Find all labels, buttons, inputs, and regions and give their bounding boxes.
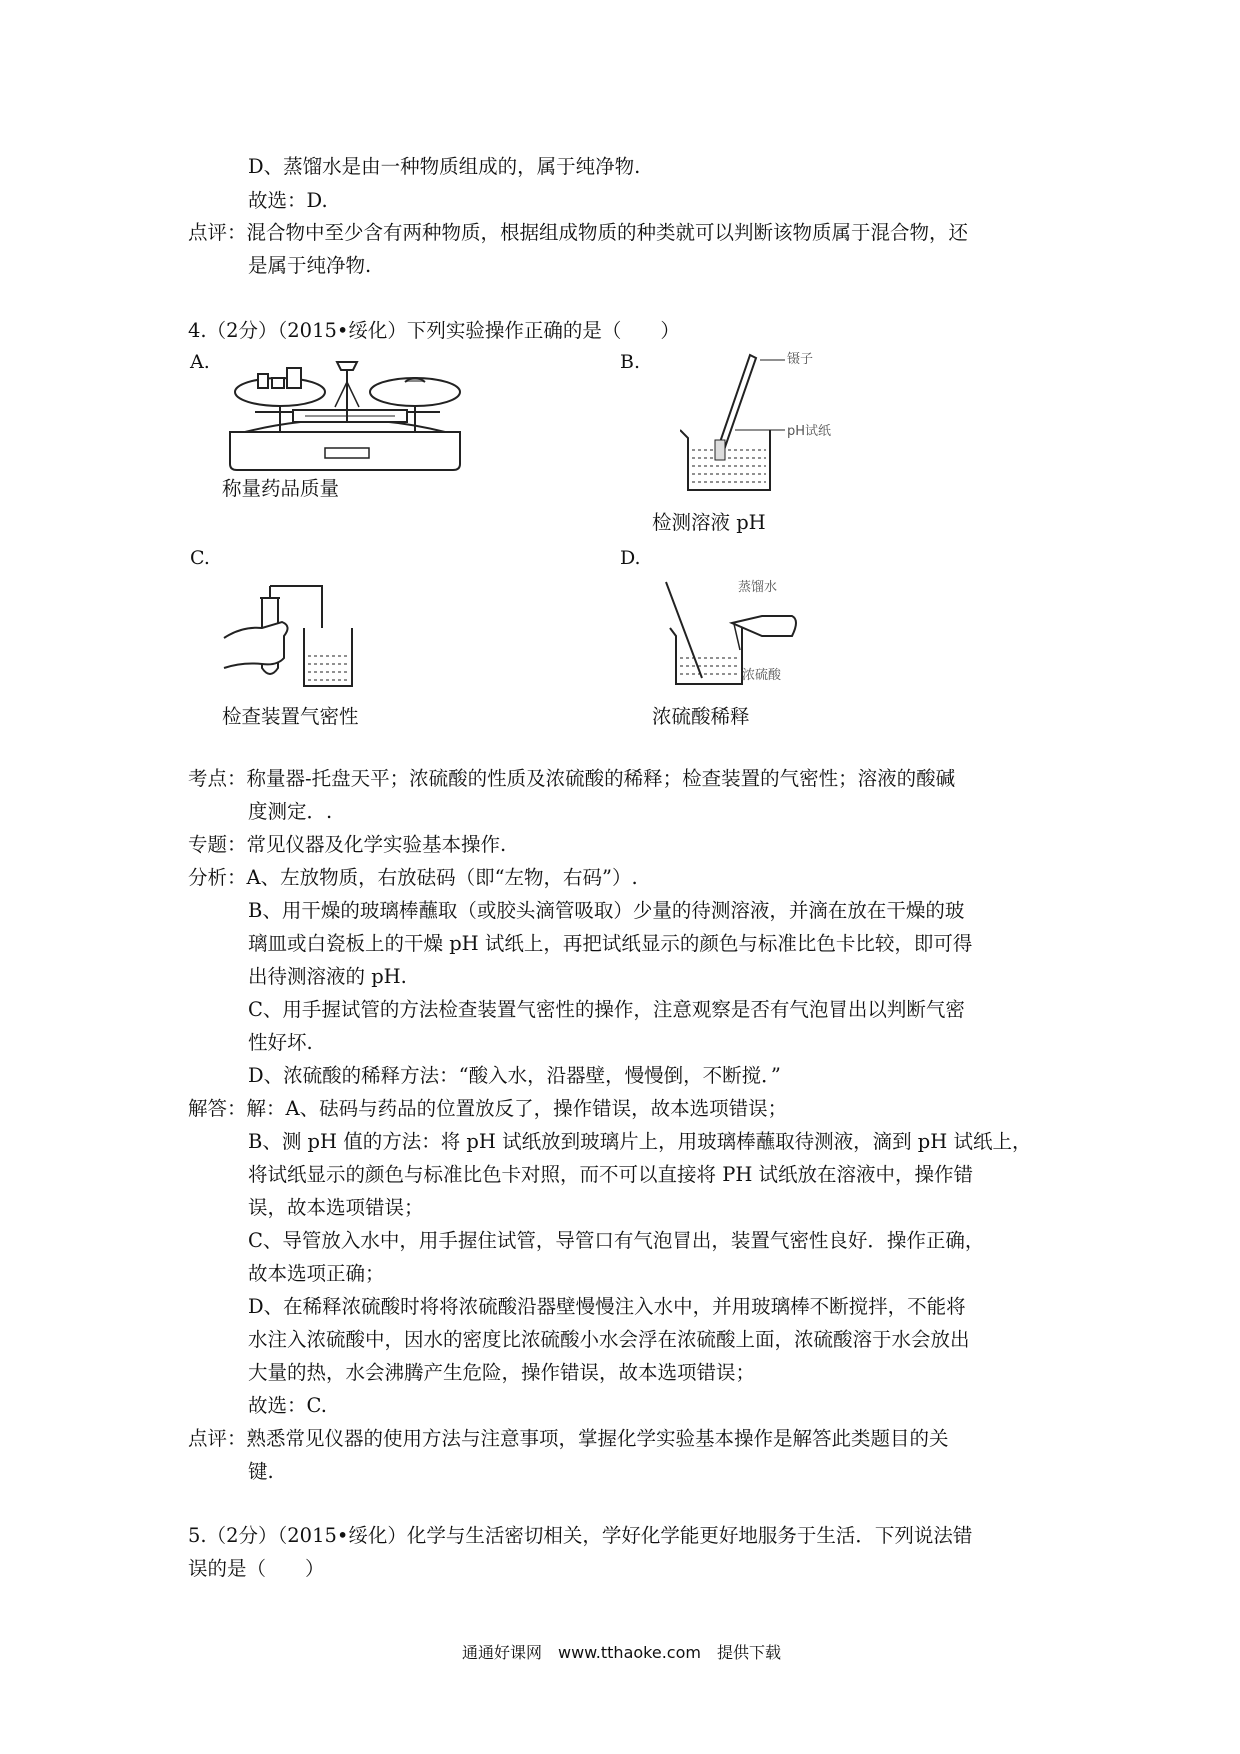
q3-answer: 故选：D. bbox=[248, 189, 328, 212]
page-footer: 通通好课网 www.tthaoke.com 提供下载 bbox=[462, 1643, 781, 1662]
q4-jieda-line10: 故选：C. bbox=[248, 1394, 327, 1417]
q5-stem-line1: 5.（2分）（2015•绥化）化学与生活密切相关，学好化学能更好地服务于生活．下列说法错 bbox=[188, 1524, 973, 1547]
q4-option-a-caption: 称量药品质量 bbox=[222, 477, 340, 500]
q4-fenxi-line7: D、浓硫酸的稀释方法：“酸入水，沿器壁，慢慢倒，不断搅．” bbox=[248, 1064, 781, 1087]
q4-jieda-line7: D、在稀释浓硫酸时将将浓硫酸沿器壁慢慢注入水中，并用玻璃棒不断搅拌，不能将 bbox=[248, 1295, 966, 1318]
b-ph-paper-label: pH试纸 bbox=[787, 424, 832, 439]
b-tweezers-label: 镊子 bbox=[787, 352, 814, 367]
q4-jieda-line6: 故本选项正确； bbox=[248, 1262, 385, 1285]
airtightness-figure bbox=[222, 578, 372, 690]
d-acid-label: 浓硫酸 bbox=[742, 668, 782, 683]
balance-figure bbox=[225, 352, 470, 474]
q4-kaodian-line1: 考点：称量器-托盘天平；浓硫酸的性质及浓硫酸的稀释；检查装置的气密性；溶液的酸碱 bbox=[188, 767, 956, 790]
q4-jieda-line1: 解答：解：A、砝码与药品的位置放反了，操作错误，故本选项错误； bbox=[188, 1097, 788, 1120]
q4-fenxi-line5: C、用手握试管的方法检查装置气密性的操作，注意观察是否有气泡冒出以判断气密 bbox=[248, 998, 965, 1021]
q4-jieda-line9: 大量的热，水会沸腾产生危险，操作错误，故本选项错误； bbox=[248, 1361, 756, 1384]
q4-fenxi-line6: 性好坏. bbox=[248, 1031, 313, 1054]
d-water-label: 蒸馏水 bbox=[738, 580, 778, 595]
q3-comment-line2: 是属于纯净物. bbox=[248, 254, 372, 277]
q5-stem-line2: 误的是（ ） bbox=[188, 1557, 325, 1580]
q4-option-b-label: B. bbox=[620, 351, 641, 373]
q4-dianping-line2: 键. bbox=[248, 1460, 274, 1483]
q4-jieda-line3: 将试纸显示的颜色与标准比色卡对照，而不可以直接将 PH 试纸放在溶液中，操作错 bbox=[248, 1163, 974, 1186]
q4-dianping-line1: 点评：熟悉常见仪器的使用方法与注意事项，掌握化学实验基本操作是解答此类题目的关 bbox=[188, 1427, 949, 1450]
q4-fenxi-line1: 分析：A、左放物质，右放砝码（即“左物，右码”）. bbox=[188, 866, 638, 889]
q3-option-d-explanation: D、蒸馏水是由一种物质组成的，属于纯净物. bbox=[248, 155, 641, 178]
q4-option-d-label: D. bbox=[620, 547, 641, 569]
q4-kaodian-line2: 度测定．. bbox=[248, 800, 333, 823]
q4-fenxi-line2: B、用干燥的玻璃棒蘸取（或胶头滴管吸取）少量的待测溶液，并滴在放在干燥的玻 bbox=[248, 899, 965, 922]
q4-fenxi-line3: 璃皿或白瓷板上的干燥 pH 试纸上，再把试纸显示的颜色与标准比色卡比较，即可得 bbox=[248, 932, 973, 955]
q4-option-d-caption: 浓硫酸稀释 bbox=[652, 705, 750, 728]
q4-jieda-line4: 误，故本选项错误； bbox=[248, 1196, 424, 1219]
q4-jieda-line5: C、导管放入水中，用手握住试管，导管口有气泡冒出，装置气密性良好．操作正确， bbox=[248, 1229, 985, 1252]
q4-zhuanti: 专题：常见仪器及化学实验基本操作. bbox=[188, 833, 507, 856]
q4-option-c-caption: 检查装置气密性 bbox=[222, 705, 359, 728]
q4-fenxi-line4: 出待测溶液的 pH. bbox=[248, 965, 407, 988]
q4-jieda-line2: B、测 pH 值的方法：将 pH 试纸放到玻璃片上，用玻璃棒蘸取待测液，滴到 pH 试纸上， bbox=[248, 1130, 1032, 1153]
q4-option-b-caption: 检测溶液 pH bbox=[652, 511, 766, 534]
q4-option-c-label: C. bbox=[190, 547, 210, 569]
q3-comment-line1: 点评：混合物中至少含有两种物质，根据组成物质的种类就可以判断该物质属于混合物，还 bbox=[188, 221, 969, 244]
q4-option-a-label: A. bbox=[190, 351, 210, 373]
q4-stem: 4.（2分）（2015•绥化）下列实验操作正确的是（ ） bbox=[188, 319, 680, 342]
q4-jieda-line8: 水注入浓硫酸中，因水的密度比浓硫酸小水会浮在浓硫酸上面，浓硫酸溶于水会放出 bbox=[248, 1328, 970, 1351]
